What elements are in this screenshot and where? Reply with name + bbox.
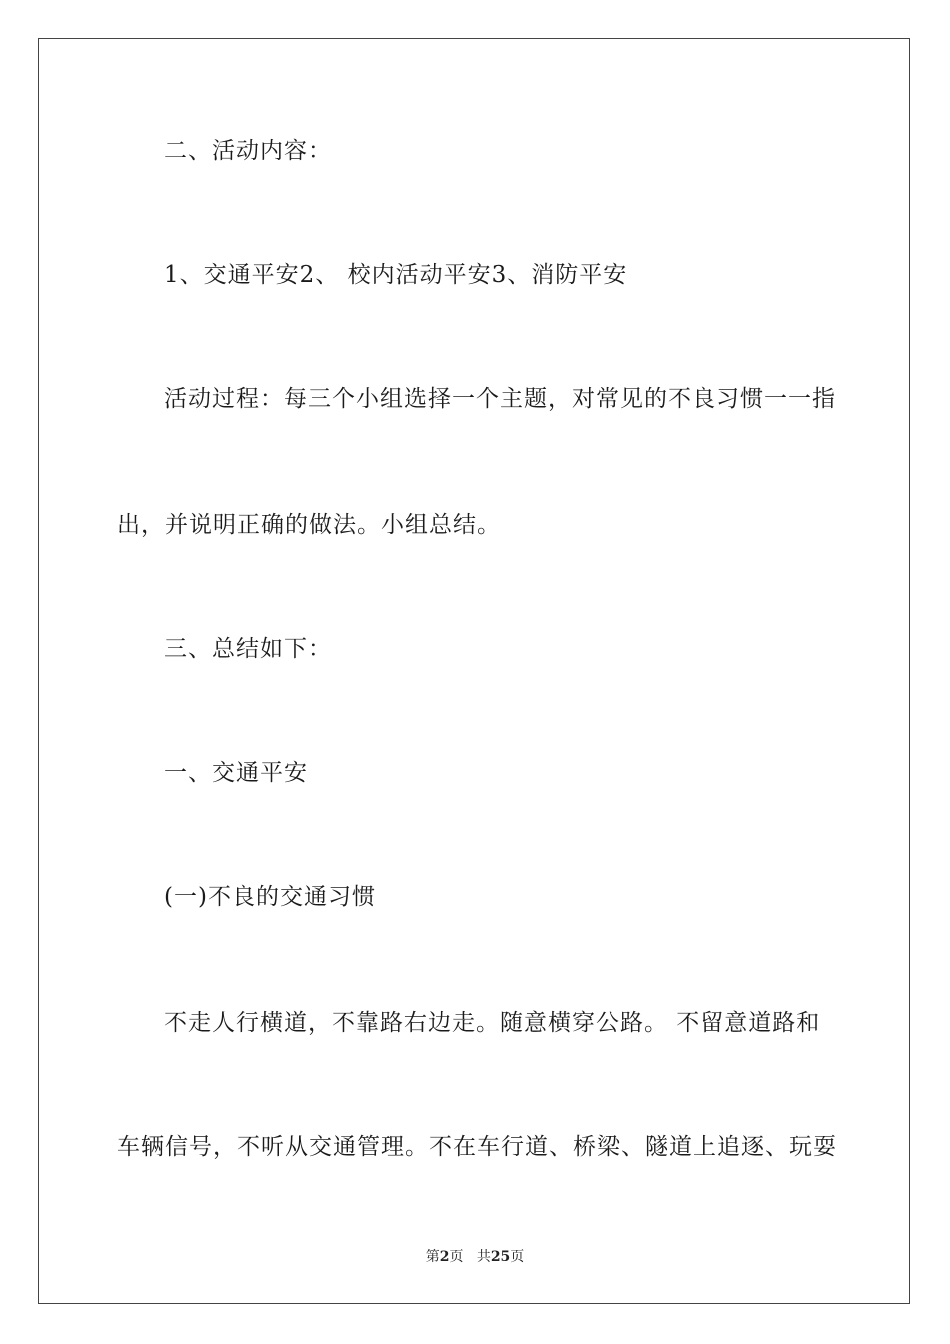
subheading-bad-traffic-habits: (一)不良的交通习惯 [164,884,376,910]
paragraph-habits-line-1: 不走人行横道，不靠路右边走。随意横穿公路。 不留意道路和 [164,1010,821,1036]
footer-total-pages: 25 [490,1249,511,1265]
footer-page-number: 2 [439,1249,450,1265]
footer-page-prefix: 第 [425,1249,440,1265]
footer-total-prefix: 共 [476,1249,491,1265]
paragraph-habits-line-2: 车辆信号，不听从交通管理。不在车行道、桥梁、隧道上追逐、玩耍 [117,1134,837,1160]
paragraph-process-line-2: 出，并说明正确的做法。小组总结。 [117,512,501,538]
paragraph-process-line-1: 活动过程：每三个小组选择一个主题，对常见的不良习惯一一指 [164,386,836,412]
footer-total-suffix: 页 [510,1249,525,1265]
page-border [38,38,910,1304]
activity-topics-list: 1、交通平安2、 校内活动平安3、消防平安 [164,262,628,288]
subheading-traffic-safety: 一、交通平安 [164,760,308,786]
section-heading-summary: 三、总结如下： [164,636,332,662]
section-heading-activity-content: 二、活动内容： [164,138,332,164]
page-footer [0,1247,950,1267]
footer-page-suffix: 页 [449,1249,464,1265]
